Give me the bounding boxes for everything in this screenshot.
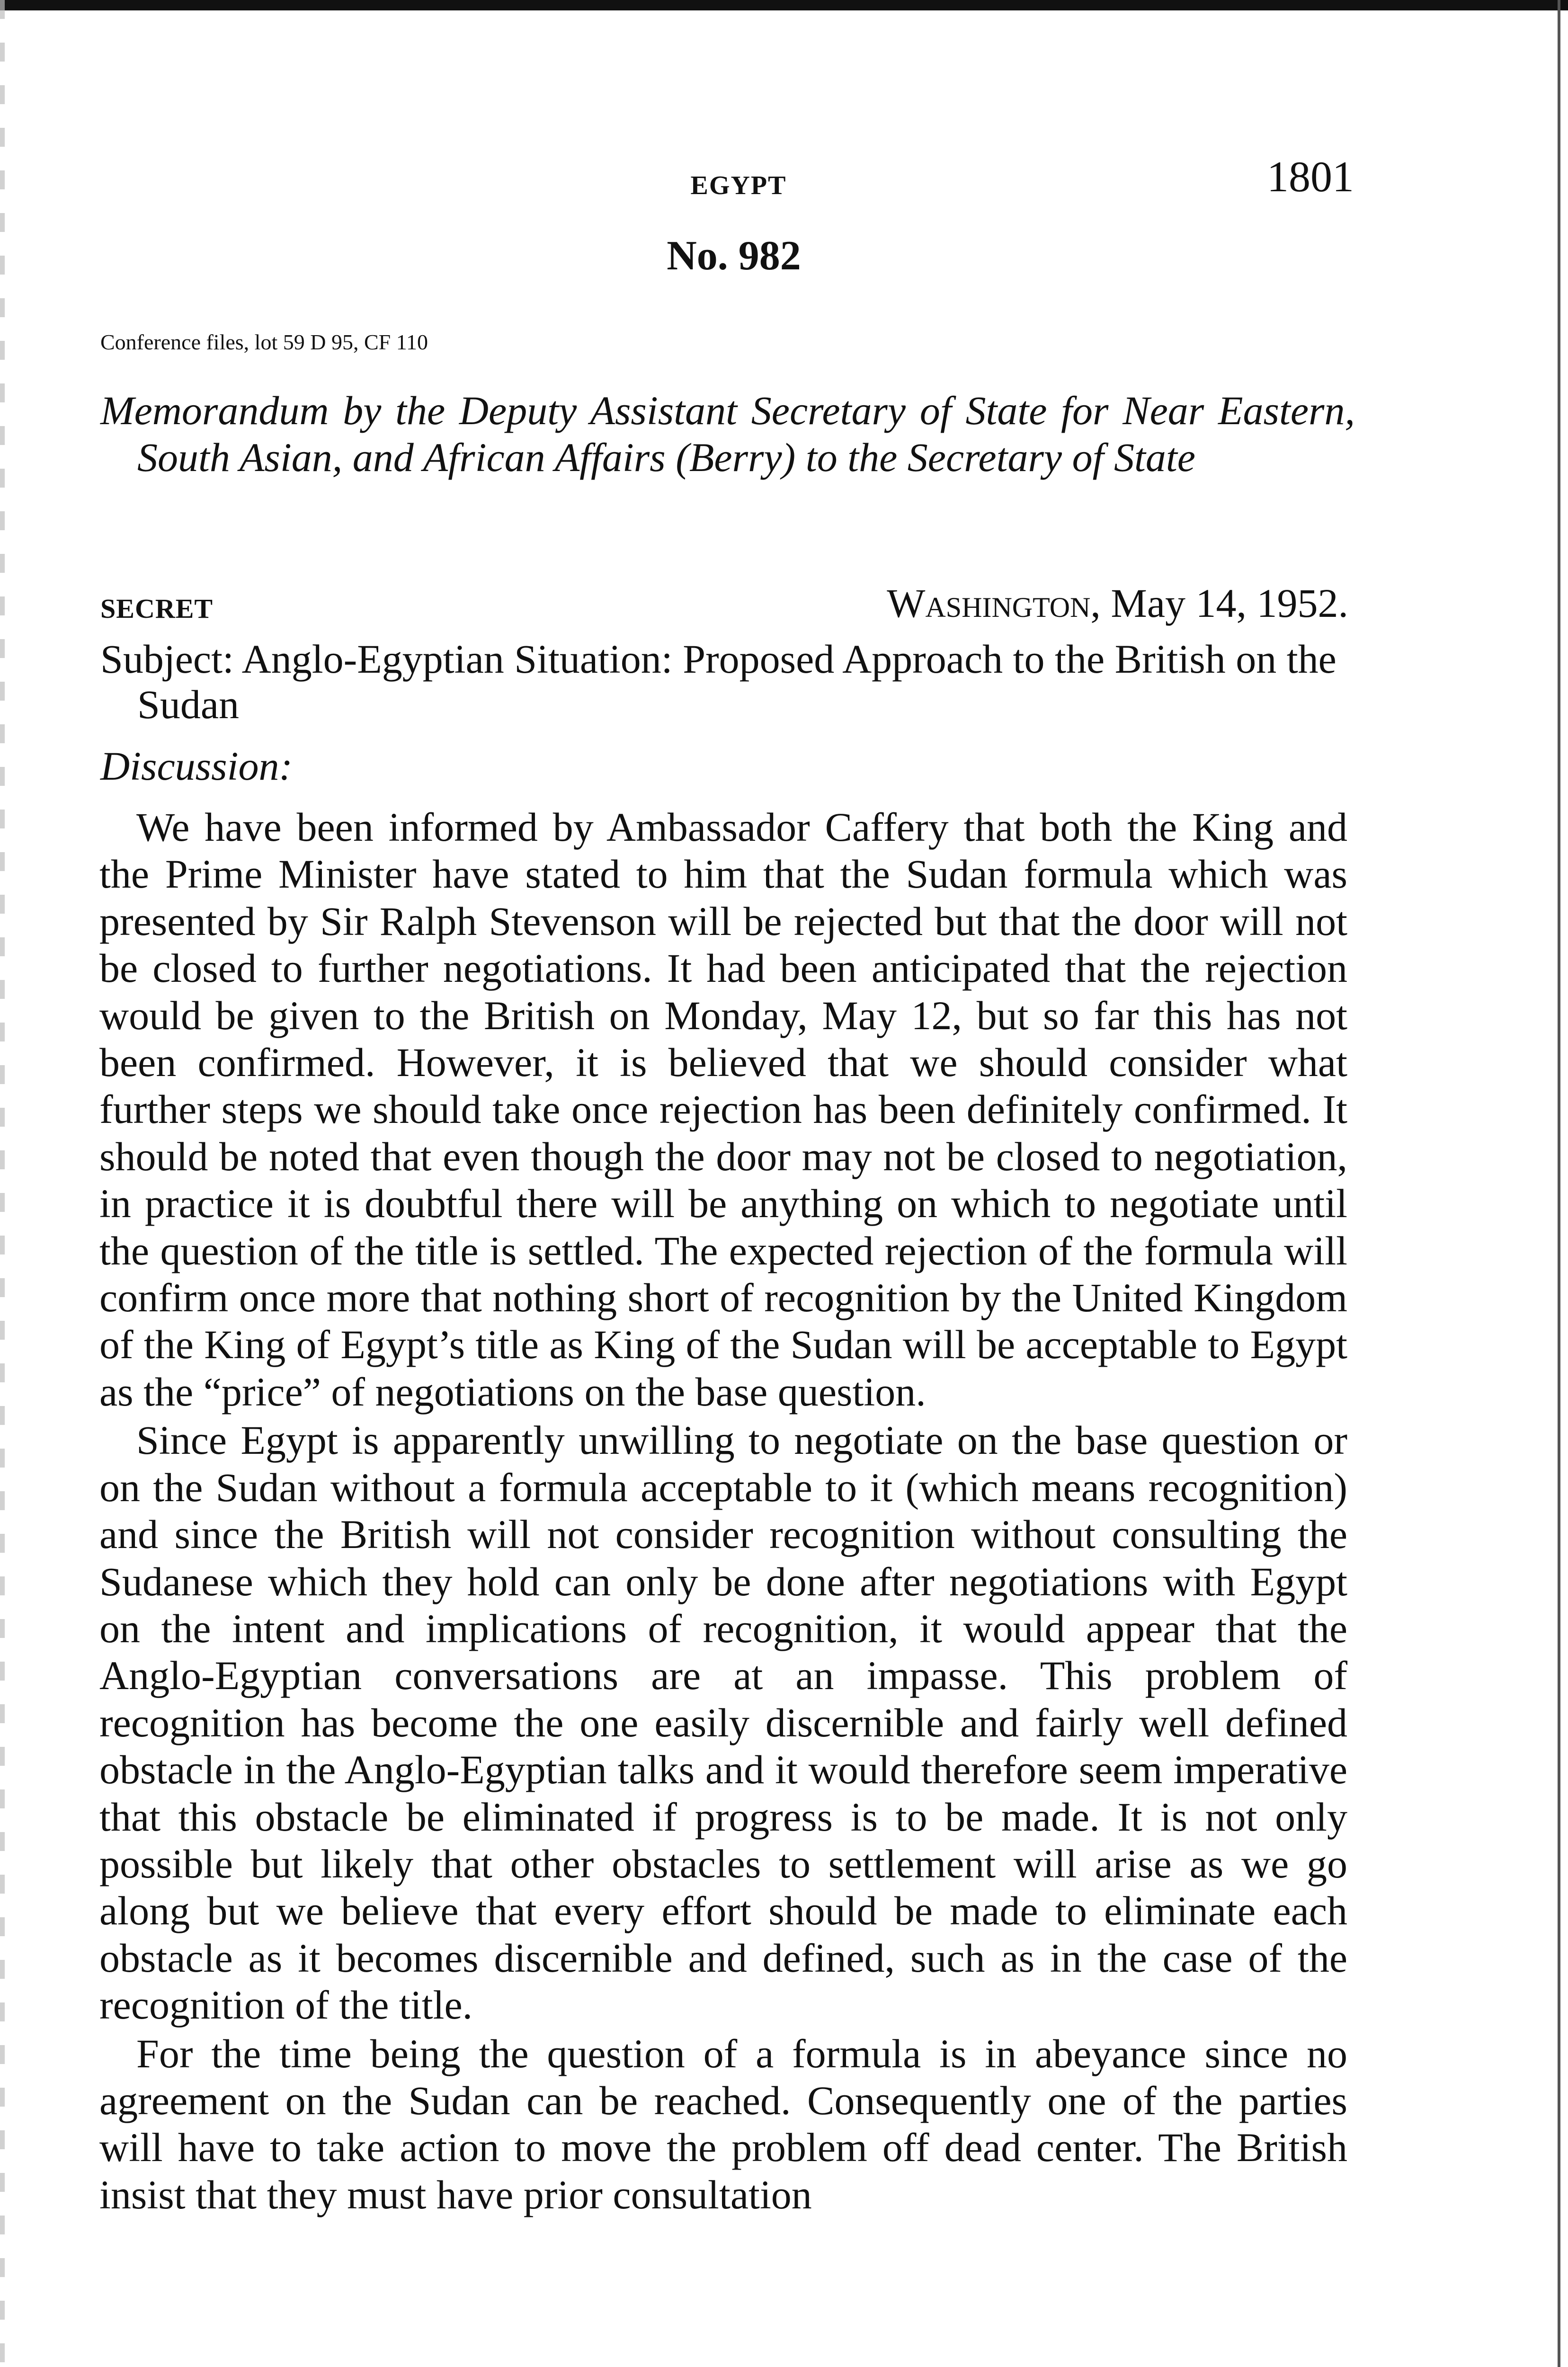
dateline-place: Washington bbox=[887, 580, 1091, 626]
body-text bbox=[99, 804, 1347, 2220]
paragraph: For the time being the question of a formula is in abeyance since no agreement on the Sudan can be reached. Consequently one of the parties will have to take action to move the problem off dead center. The British insist that they must have prior consultation bbox=[99, 2030, 1347, 2217]
paragraph: Since Egypt is apparently unwilling to negotiate on the base question or on the Sudan without a formula acceptable to it (which means recognition) and since the British will not consider recognition without consulting the Sudanese which they hold can only be done after negotiations with Egypt on the intent and implications of recognition, it would appear that the Anglo-Egyptian conversations are at an impasse. This problem of recognition has become the one easily discernible and fairly well defined obstacle in the Anglo-Egyptian talks and it would therefore seem imperative that this obstacle be eliminated if progress is to be made. It is not only possible but likely that other obstacles to settlement will arise as we go along but we believe that every effort should be made to eliminate each obstacle as it becomes discernible and defined, such as in the case of the recognition of the title. bbox=[99, 1417, 1347, 2028]
scan-right-border bbox=[1558, 0, 1560, 2367]
scan-left-edge bbox=[0, 0, 5, 2367]
document-heading: Memorandum by the Deputy Assistant Secretary of State for Near Eastern, South Asian, and African Affairs (Berry) to the Secretary of State bbox=[100, 388, 1355, 480]
classification-label: SECRET bbox=[100, 593, 214, 624]
scan-top-border bbox=[0, 0, 1568, 10]
discussion-label: Discussion: bbox=[100, 743, 293, 789]
dateline bbox=[757, 579, 1348, 627]
running-head: EGYPT bbox=[690, 171, 787, 200]
subject-line: Subject: Anglo-Egyptian Situation: Proposed Approach to the British on the Sudan bbox=[100, 636, 1336, 727]
page-number: 1801 bbox=[1267, 152, 1354, 201]
paragraph: We have been informed by Ambassador Caffery that both the King and the Prime Minister have stated to him that the Sudan formula which was presented by Sir Ralph Stevenson will be rejected but that the door will not be closed to further negotiations. It had been anticipated that the rejection would be given to the British on Monday, May 12, but so far this has not been confirmed. However, it is believed that we should consider what further steps we should take once rejection has been definitely confirmed. It should be noted that even though the door may not be closed to negotiation, in practice it is doubtful there will be anything on which to negotiate until the question of the title is settled. The expected rejection of the formula will confirm once more that nothing short of recognition by the United Kingdom of the King of Egypt’s title as King of the Sudan will be acceptable to Egypt as the “price” of negotiations on the base question. bbox=[99, 804, 1347, 1415]
dateline-date: , May 14, 1952. bbox=[1090, 580, 1348, 626]
source-note: Conference files, lot 59 D 95, CF 110 bbox=[100, 330, 428, 354]
document-number: No. 982 bbox=[667, 233, 801, 279]
